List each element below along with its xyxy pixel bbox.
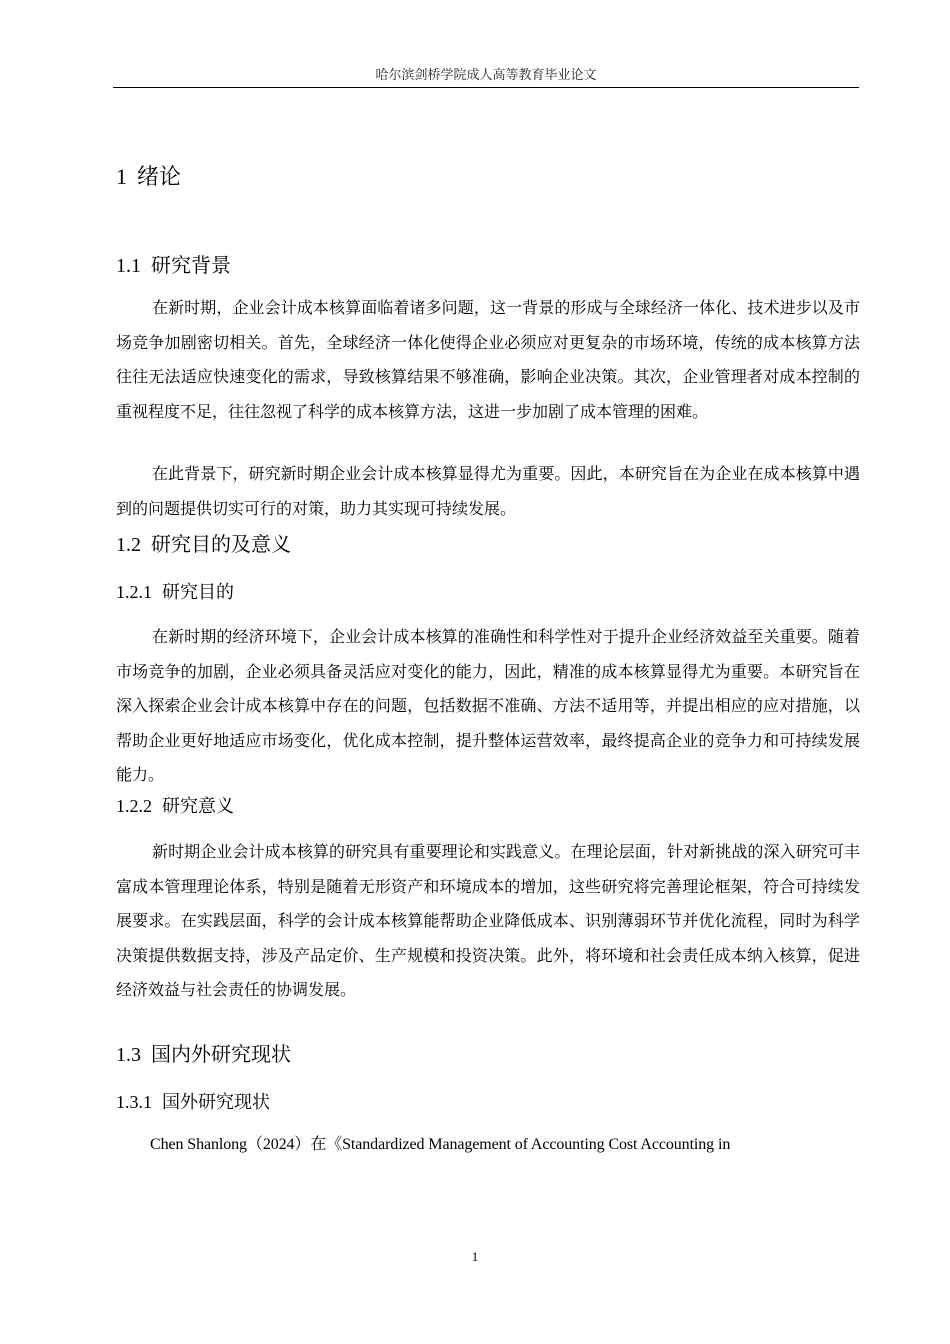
paragraph-foreign-research: Chen Shanlong（2024）在《Standardized Management of Accounting Cost Accounting in: [150, 1136, 731, 1153]
chapter-heading: [116, 163, 181, 192]
section-heading-1-2: [116, 530, 291, 559]
section-number: 1.3: [116, 1044, 141, 1066]
header-rule: [113, 87, 859, 88]
section-heading-1-3: [116, 1040, 291, 1069]
section-title: 研究背景: [151, 253, 231, 277]
section-number: 1.1: [116, 255, 141, 277]
section-title: 国内外研究现状: [151, 1042, 291, 1066]
subsection-title: 研究目的: [162, 582, 234, 603]
subsection-heading-1-2-1: [116, 579, 234, 606]
section-title: 研究目的及意义: [151, 532, 291, 556]
chapter-number: 1: [116, 164, 127, 189]
subsection-number: 1.3.1: [116, 1092, 152, 1112]
paragraph-background-1: 在新时期，企业会计成本核算面临着诸多问题，这一背景的形成与全球经济一体化、技术进步以及市场竞争加剧密切相关。首先，全球经济一体化使得企业必须应对更复杂的市场环境，传统的成本核算方法往往无法适应快速变化的需求，导致核算结果不够准确，影响企业决策。其次，企业管理者对成本控制的重视程度不足，往往忽视了科学的成本核算方法，这进一步加剧了成本管理的困难。: [116, 300, 860, 421]
subsection-number: 1.2.2: [116, 796, 152, 816]
page-header: 哈尔滨剑桥学院成人高等教育毕业论文: [375, 67, 597, 82]
subsection-heading-1-3-1: [116, 1089, 270, 1116]
section-number: 1.2: [116, 534, 141, 556]
subsection-title: 国外研究现状: [162, 1092, 270, 1113]
subsection-number: 1.2.1: [116, 582, 152, 602]
paragraph-significance: 新时期企业会计成本核算的研究具有重要理论和实践意义。在理论层面，针对新挑战的深入研究可丰富成本管理理论体系，特别是随着无形资产和环境成本的增加，这些研究将完善理论框架，符合可持续发展要求。在实践层面，科学的会计成本核算能帮助企业降低成本、识别薄弱环节并优化流程，同时为科学决策提供数据支持，涉及产品定价、生产规模和投资决策。此外，将环境和社会责任成本纳入核算，促进经济效益与社会责任的协调发展。: [116, 844, 860, 999]
section-heading-1-1: [116, 251, 231, 280]
chapter-title: 绪论: [137, 165, 182, 190]
paragraph-background-2: 在此背景下，研究新时期企业会计成本核算显得尤为重要。因此，本研究旨在为企业在成本核算中遇到的问题提供切实可行的对策，助力其实现可持续发展。: [116, 466, 860, 518]
subsection-title: 研究意义: [162, 796, 234, 817]
page-number: 1: [471, 1249, 479, 1264]
paragraph-purpose: 在新时期的经济环境下，企业会计成本核算的准确性和科学性对于提升企业经济效益至关重要。随着市场竞争的加剧，企业必须具备灵活应对变化的能力，因此，精准的成本核算显得尤为重要。本研究旨在深入探索企业会计成本核算中存在的问题，包括数据不准确、方法不适用等，并提出相应的应对措施，以帮助企业更好地适应市场变化，优化成本控制，提升整体运营效率，最终提高企业的竞争力和可持续发展能力。: [116, 629, 860, 784]
subsection-heading-1-2-2: [116, 793, 234, 820]
